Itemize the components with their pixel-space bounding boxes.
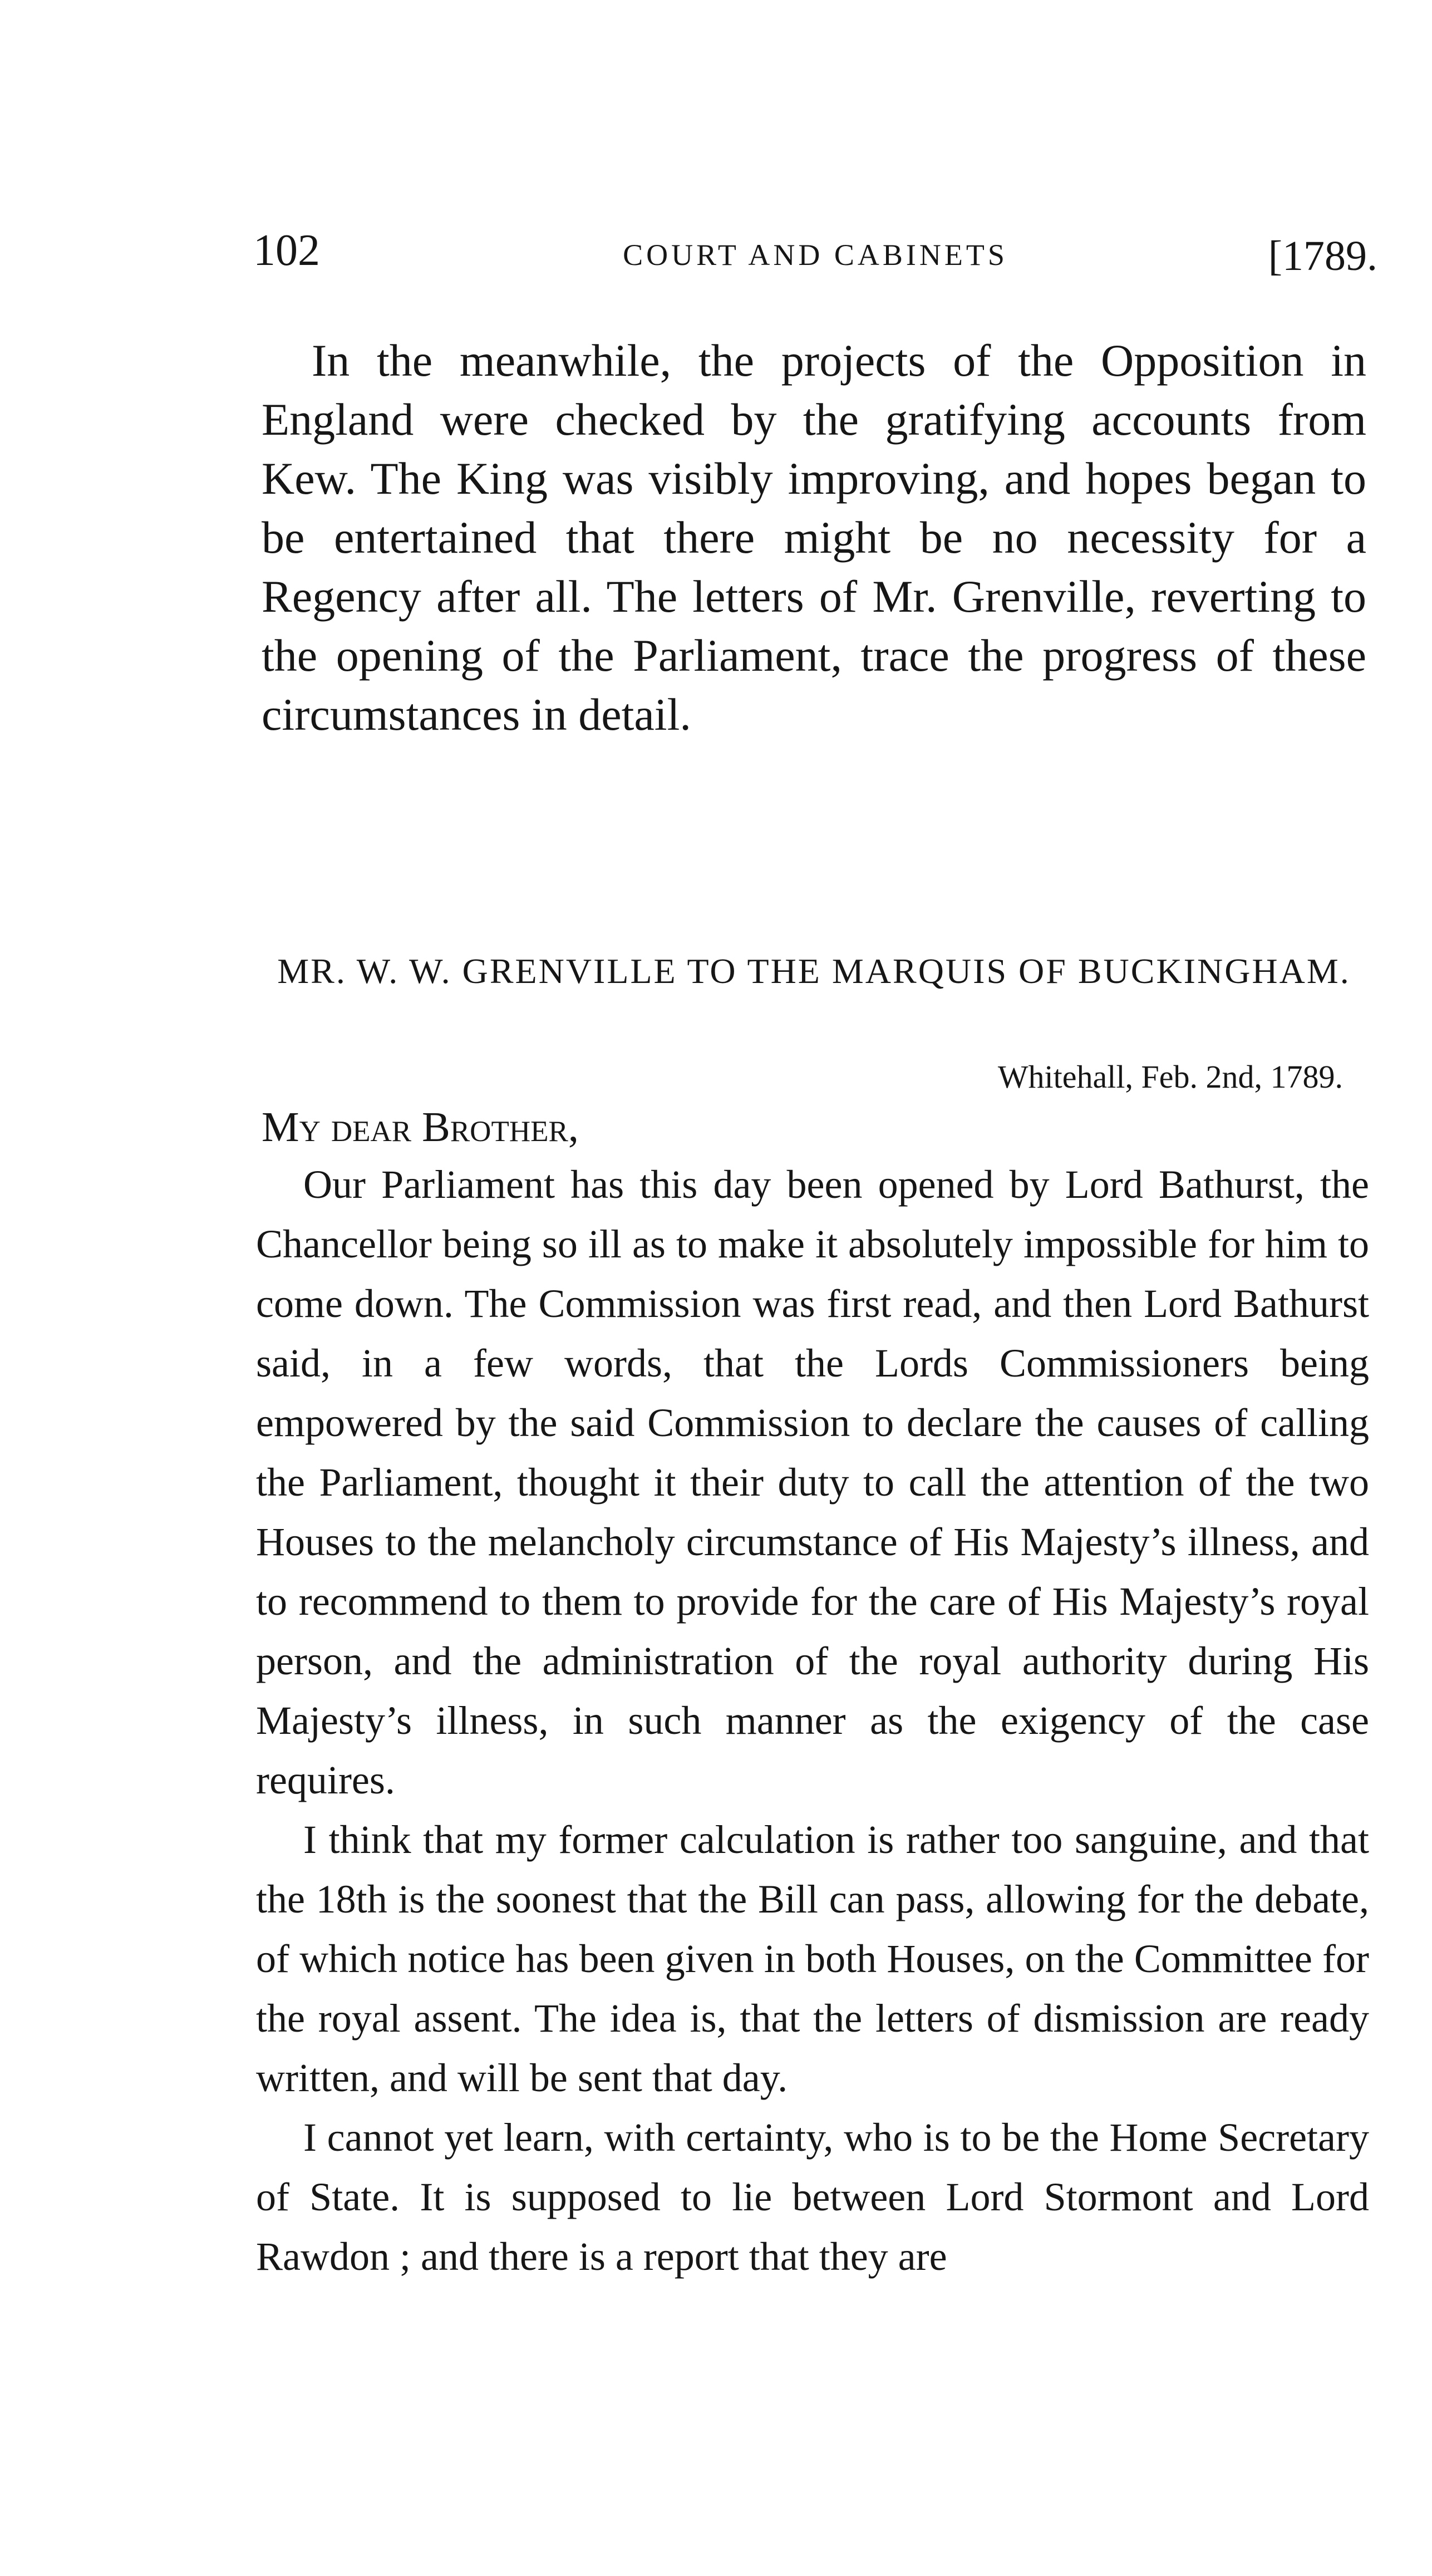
letter-date: Whitehall, Feb. 2nd, 1789. — [997, 1059, 1343, 1095]
year-mark: [1789. — [1268, 233, 1377, 279]
letter-heading: MR. W. W. GRENVILLE TO THE MARQUIS OF BUCKINGHAM. — [277, 951, 1351, 991]
letter-paragraph: I think that my former calculation is rather too sanguine, and that the 18th is the soonest that the Bill can pass, allowing for the debate, of which notice has been given in both Houses, on the Committee for the royal assent. The idea is, that the letters of dismission are ready written, and will be sent that day. — [256, 1817, 1369, 2100]
running-head: COURT AND CABINETS — [623, 238, 1008, 272]
letter-body — [256, 1155, 1369, 2287]
page-number: 102 — [253, 226, 320, 275]
page-header — [253, 223, 1377, 289]
letter-salutation: My dear Brother, — [262, 1104, 579, 1151]
letter-paragraph: I cannot yet learn, with certainty, who is to be the Home Secretary of State. It is supposed to lie between Lord Stormont and Lord Rawdon ; and there is a report that they are — [256, 2115, 1369, 2279]
intro-section — [262, 331, 1366, 744]
letter-paragraph: Our Parliament has this day been opened by Lord Bathurst, the Chancellor being so ill as to make it absolutely impossible for him to come down. The Commission was first read, and then Lord Bathurst said, in a few words, that the Lords Commissioners being empowered by the said Commission to declare the causes of calling the Parliament, thought it their duty to call the attention of the two Houses to the melancholy circumstance of His Majesty’s illness, and to recommend to them to provide for the care of His Majesty’s royal person, and the administration of the royal authority during His Majesty’s illness, in such manner as the exigency of the case requires. — [256, 1162, 1369, 1802]
intro-paragraph: In the meanwhile, the projects of the Opposition in England were checked by the gratifying accounts from Kew. The King was visibly improving, and hopes began to be entertained that there might be no necessity for a Regency after all. The letters of Mr. Grenville, reverting to the opening of the Parliament, trace the progress of these circumstances in detail. — [262, 335, 1366, 740]
